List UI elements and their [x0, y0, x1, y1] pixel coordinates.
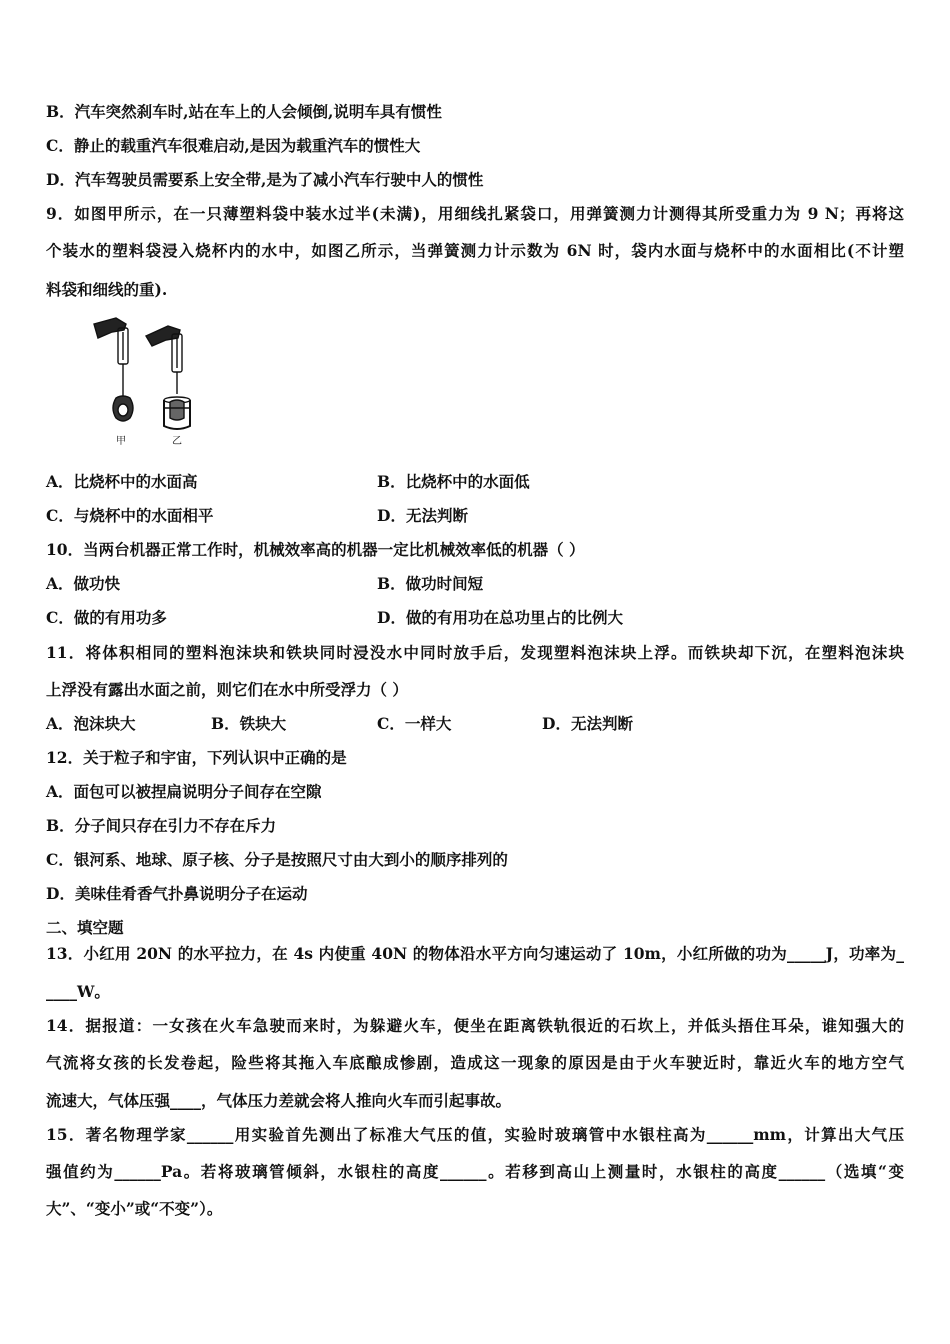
q12-stem: 12．关于粒子和宇宙，下列认识中正确的是: [46, 748, 347, 767]
q10-option-b: B．做功时间短: [377, 574, 484, 593]
q12-option-a: A．面包可以被捏扁说明分子间存在空隙: [46, 782, 322, 801]
q8-option-b: B．汽车突然刹车时,站在车上的人会倾倒,说明车具有惯性: [46, 102, 442, 121]
q9-option-c: C．与烧杯中的水面相平: [46, 506, 214, 525]
q9-stem-line3: 料袋和细线的重).: [46, 280, 168, 299]
q8-option-c: C．静止的载重汽车很难启动,是因为载重汽车的惯性大: [46, 136, 421, 155]
q9-stem-line2: 个装水的塑料袋浸入烧杯内的水中，如图乙所示，当弹簧测力计示数为 6N 时，袋内水面与烧杯中的水面相比(不计塑: [46, 241, 904, 260]
q11-option-c: C．一样大: [377, 714, 452, 733]
q12-option-b: B．分子间只存在引力不存在斥力: [46, 816, 277, 835]
q15-stem-line3: 大”、“变小”或“不变”）。: [46, 1199, 223, 1218]
q11-stem-line1: 11．将体积相同的塑料泡沫块和铁块同时浸没水中同时放手后，发现塑料泡沫块上浮。而铁块却下沉，在塑料泡沫块: [46, 643, 904, 662]
q13-stem-line2: ____W。: [46, 982, 110, 1001]
q10-stem: 10．当两台机器正常工作时，机械效率高的机器一定比机械效率低的机器（ ）: [46, 540, 585, 559]
q10-option-d: D．做的有用功在总功里占的比例大: [377, 608, 623, 627]
q9-option-b: B．比烧杯中的水面低: [377, 472, 530, 491]
q11-option-b: B．铁块大: [211, 714, 287, 733]
q13-stem-line1: 13．小红用 20N 的水平拉力，在 4s 内使重 40N 的物体沿水平方向匀速运动了 10m，小红所做的功为_____J，功率为_: [46, 944, 904, 963]
q8-option-d: D．汽车驾驶员需要系上安全带,是为了减小汽车行驶中人的惯性: [46, 170, 484, 189]
q11-stem-line2: 上浮没有露出水面之前，则它们在水中所受浮力（ ）: [46, 680, 408, 699]
figure-label-yi: 乙: [172, 436, 182, 447]
figure-label-jia: 甲: [116, 436, 126, 447]
q12-option-d: D．美味佳肴香气扑鼻说明分子在运动: [46, 884, 308, 903]
q10-option-c: C．做的有用功多: [46, 608, 167, 627]
q14-stem-line3: 流速大，气体压强____，气体压力差就会将人推向火车而引起事故。: [46, 1091, 512, 1110]
left-spring-scale: [94, 318, 133, 421]
q9-option-a: A．比烧杯中的水面高: [46, 472, 198, 491]
q9-option-d: D．无法判断: [377, 506, 468, 525]
q11-option-d: D．无法判断: [542, 714, 633, 733]
q14-stem-line2: 气流将女孩的长发卷起，险些将其拖入车底酿成惨剧，造成这一现象的原因是由于火车驶近时，靠近火车的地方空气: [46, 1053, 904, 1072]
section-heading-fill-in: 二、填空题: [46, 918, 124, 937]
spring-scale-diagram: [86, 314, 206, 448]
q12-option-c: C．银河系、地球、原子核、分子是按照尺寸由大到小的顺序排列的: [46, 850, 508, 869]
q10-option-a: A．做功快: [46, 574, 121, 593]
spring-scale-figure: [86, 314, 206, 448]
q9-stem-line1: 9．如图甲所示，在一只薄塑料袋中装水过半(未满)，用细线扎紧袋口，用弹簧测力计测得其所受重力为 9 N；再将这: [46, 204, 904, 223]
q14-stem-line1: 14．据报道：一女孩在火车急驶而来时，为躲避火车，便坐在距离铁轨很近的石坎上，并低头捂住耳朵，谁知强大的: [46, 1016, 904, 1035]
q15-stem-line1: 15．著名物理学家______用实验首先测出了标准大气压的值，实验时玻璃管中水银柱高为______mm，计算出大气压: [46, 1125, 904, 1144]
q11-option-a: A．泡沫块大: [46, 714, 136, 733]
right-spring-scale: [146, 326, 190, 429]
q15-stem-line2: 强值约为______Pa。若将玻璃管倾斜，水银柱的高度______。若移到高山上测量时，水银柱的高度______（选填“变: [46, 1162, 904, 1181]
